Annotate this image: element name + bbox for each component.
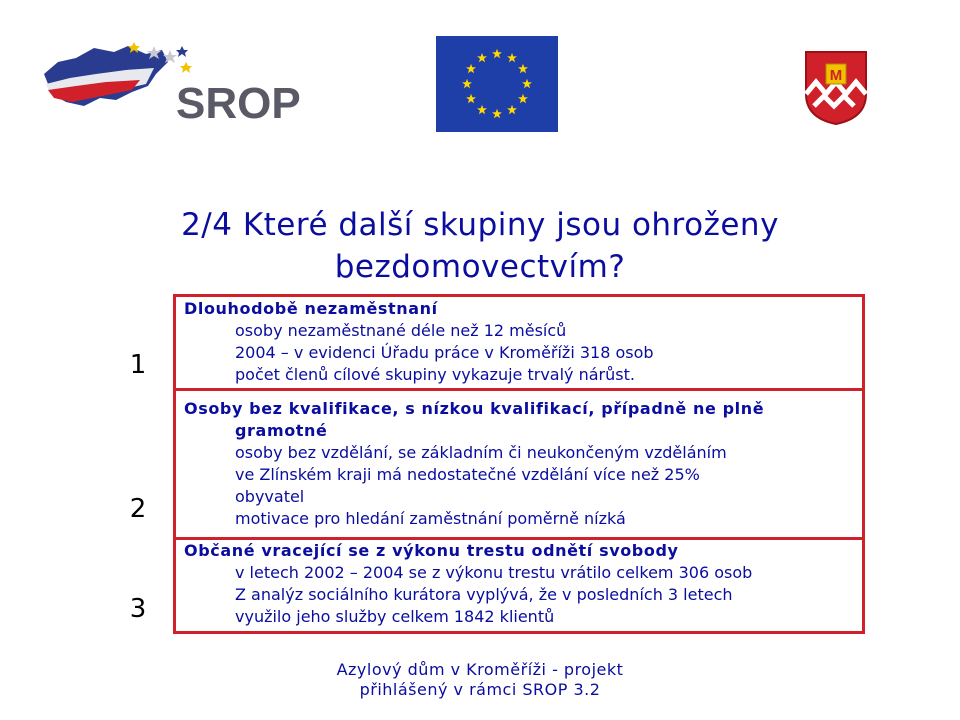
coat-of-arms-letter: M [829,67,843,84]
group-3-line-3: využilo jeho služby celkem 1842 klientů [235,607,555,626]
group-1-line-1: osoby nezaměstnané déle než 12 měsíců [235,321,567,340]
row-number-2: 2 [129,494,147,524]
footer-line-2: přihlášený v rámci SROP 3.2 [359,680,601,699]
group-2-line-4: motivace pro hledání zaměstnání poměrně nízká [235,509,626,528]
group-2-line-2: ve Zlínském kraji má nedostatečné vzdělání více než 25% [235,465,700,484]
group-2-line-3: obyvatel [235,487,305,506]
row-number-3: 3 [129,594,147,624]
footer-line-1: Azylový dům v Kroměříži - projekt [336,660,624,679]
eu-flag-icon [436,36,558,132]
group-1 [184,298,854,386]
coat-of-arms-icon [804,50,868,126]
group-1-heading: Dlouhodobě nezaměstnaní [184,299,438,318]
group-3 [184,540,854,628]
row-divider-1 [173,388,865,391]
slide-title-line-1: 2/4 Které další skupiny jsou ohroženy [181,207,779,243]
slide-title-line-2: bezdomovectvím? [334,249,626,285]
group-2-heading-line-1: Osoby bez kvalifikace, s nízkou kvalifikací, případně ne plně [184,399,765,418]
group-2 [184,398,854,530]
group-2-line-1: osoby bez vzdělání, se základním či neukončeným vzděláním [235,443,727,462]
group-2-heading-line-2: gramotné [235,421,328,440]
group-1-line-3: počet členů cílové skupiny vykazuje trvalý nárůst. [235,365,635,384]
srop-logo-text: SROP [176,79,301,128]
row-number-1: 1 [129,350,147,380]
group-1-line-2: 2004 – v evidenci Úřadu práce v Kroměříži 318 osob [235,343,654,362]
srop-logo [36,40,301,128]
group-3-heading: Občané vracející se z výkonu trestu odnětí svobody [184,541,679,560]
slide-title [0,204,960,288]
slide-footer [0,660,960,700]
group-3-line-1: v letech 2002 – 2004 se z výkonu trestu vrátilo celkem 306 osob [235,563,753,582]
group-3-line-2: Z analýz sociálního kurátora vyplývá, že v posledních 3 letech [235,585,733,604]
